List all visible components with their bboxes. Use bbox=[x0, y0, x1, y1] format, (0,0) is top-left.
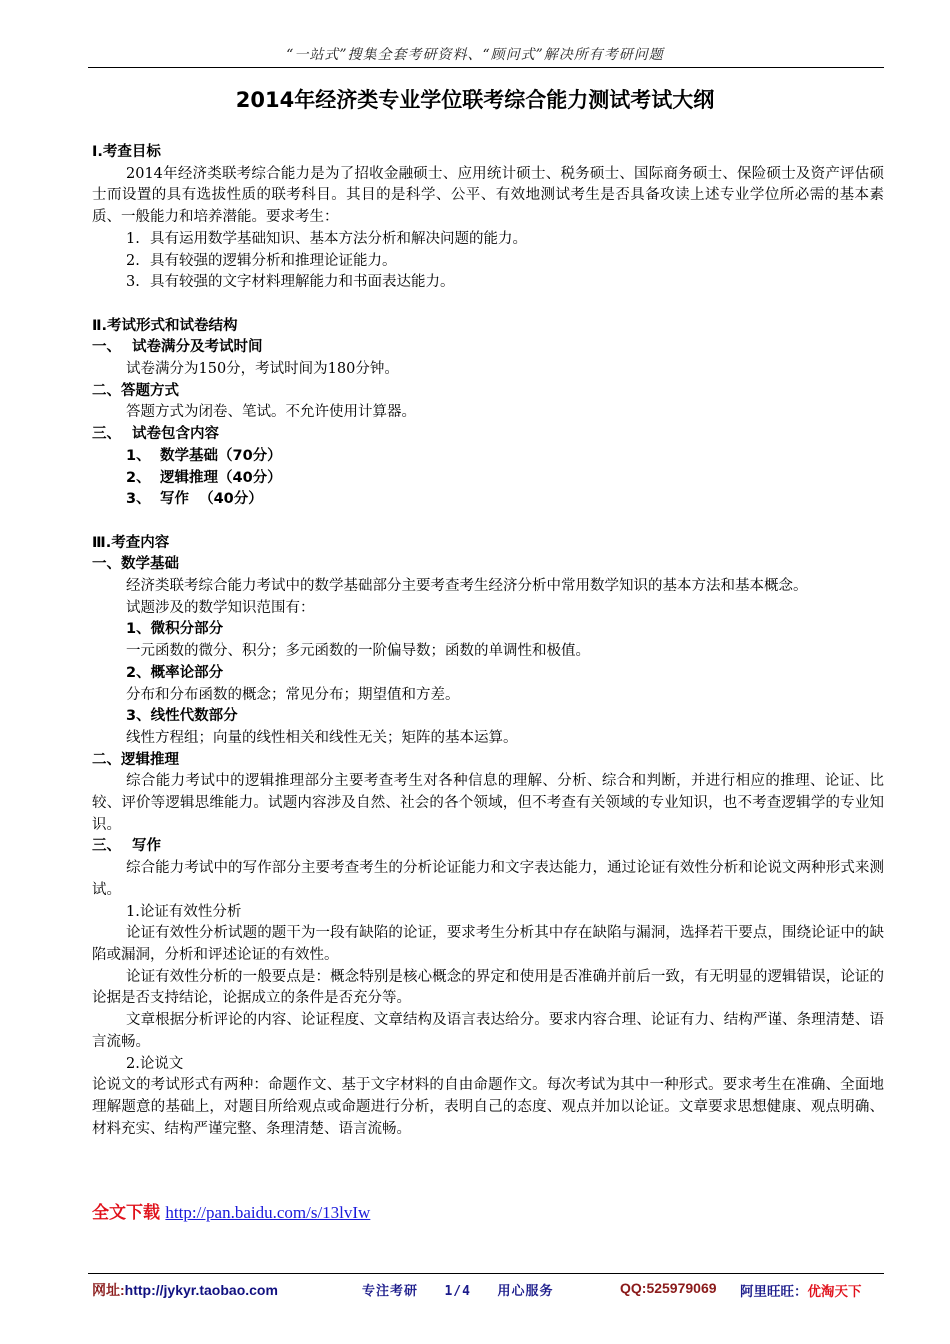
footer-site bbox=[92, 1280, 278, 1300]
essay-heading: 2.论说文 bbox=[126, 1055, 184, 1072]
exam-part-text: 数学基础（70分） bbox=[160, 447, 282, 464]
objective-text: 具有较强的逻辑分析和推理论证能力。 bbox=[150, 252, 397, 269]
writing-heading bbox=[92, 836, 884, 858]
document-title: 2014年经济类专业学位联考综合能力测试考试大纲 bbox=[235, 88, 715, 112]
subsection-title: 试卷满分及考试时间 bbox=[132, 339, 263, 356]
essay-text: 论说文的考试形式有两种：命题作文、基于文字材料的自由命题作文。每次考试为其中一种形式。要求考生在准确、全面地理解题意的基础上，对题目所给观点或命题进行分析，表明自己的态度、观点并加以论证。文章要求思想健康、观点明确、材料充实、结构严谨完整、条理清楚、语言流畅。 bbox=[92, 1077, 884, 1137]
exam-part-text: 写作 （40分） bbox=[160, 491, 263, 508]
section-1-heading: Ⅰ.考查目标 bbox=[92, 144, 161, 160]
footer-qq: QQ:525979069 bbox=[620, 1280, 717, 1296]
objective-number: 1. bbox=[126, 230, 140, 247]
exam-part-number: 2、 bbox=[126, 469, 151, 486]
subsection-title: 试卷包含内容 bbox=[132, 426, 219, 443]
subsection-number: 一、 bbox=[92, 339, 121, 356]
objective-item bbox=[92, 272, 884, 294]
subsection-number: 三、 bbox=[92, 426, 121, 443]
argument-analysis-heading: 1.论证有效性分析 bbox=[126, 903, 242, 920]
math-heading: 一、数学基础 bbox=[92, 556, 179, 573]
section-2-heading: Ⅱ.考试形式和试卷结构 bbox=[92, 317, 238, 334]
download-link[interactable]: http://pan.baidu.com/s/13lvIw bbox=[165, 1203, 371, 1222]
objective-number: 2. bbox=[126, 252, 140, 269]
spacer bbox=[92, 294, 884, 316]
probability-heading: 2、概率论部分 bbox=[126, 664, 224, 681]
exam-part-item bbox=[92, 489, 884, 511]
exam-part-item bbox=[92, 468, 884, 490]
footer-site-label: 网址: bbox=[92, 1282, 125, 1298]
math-intro: 经济类联考综合能力考试中的数学基础部分主要考查考生经济分析中常用数学知识的基本方法和基本概念。 bbox=[126, 578, 808, 595]
header-divider bbox=[88, 67, 884, 68]
argument-analysis-para-3: 文章根据分析评论的内容、论证程度、文章结构及语言表达给分。要求内容合理、论证有力、结构严谨、条理清楚、语言流畅。 bbox=[92, 1012, 884, 1050]
objective-text: 具有运用数学基础知识、基本方法分析和解决问题的能力。 bbox=[150, 230, 527, 247]
spacer bbox=[92, 511, 884, 533]
download-label: 全文下载 bbox=[92, 1203, 160, 1223]
objective-item bbox=[92, 251, 884, 273]
exam-part-item bbox=[92, 446, 884, 468]
header-slogan: “一站式”搜集全套考研资料、“顾问式”解决所有考研问题 bbox=[286, 47, 664, 63]
footer-divider bbox=[88, 1273, 884, 1274]
exam-part-text: 逻辑推理（40分） bbox=[160, 469, 282, 486]
writing-intro: 综合能力考试中的写作部分主要考查考生的分析论证能力和文字表达能力，通过论证有效性分析和论说文两种形式来测试。 bbox=[92, 860, 884, 898]
section-1-intro: 2014年经济类联考综合能力是为了招收金融硕士、应用统计硕士、税务硕士、国际商务硕士、保险硕士及资产评估硕士而设置的具有选拔性质的联考科目。其目的是科学、公平、有效地测试考生是否具备攻读上述专业学位所必需的基本素质、一般能力和培养潜能。要求考生： bbox=[92, 165, 884, 226]
answer-method-text: 答题方式为闭卷、笔试。不允许使用计算器。 bbox=[126, 404, 416, 421]
logic-heading: 二、逻辑推理 bbox=[92, 751, 179, 768]
calculus-text: 一元函数的微分、积分；多元函数的一阶偏导数；函数的单调性和极值。 bbox=[126, 643, 590, 660]
footer-motto: 专注考研 1/4 用心服务 bbox=[362, 1284, 554, 1299]
logic-text: 综合能力考试中的逻辑推理部分主要考查考生对各种信息的理解、分析、综合和判断，并进行相应的推理、论证、比较、评价等逻辑思维能力。试题内容涉及自然、社会的各个领域，但不考查有关领域的专业知识，也不考查逻辑学的专业知识。 bbox=[92, 773, 884, 833]
download-line bbox=[92, 1198, 370, 1223]
section-3-heading: Ⅲ.考查内容 bbox=[92, 534, 170, 551]
calculus-heading: 1、微积分部分 bbox=[126, 621, 224, 638]
exam-score-time-text: 试卷满分为150分，考试时间为180分钟。 bbox=[126, 361, 399, 378]
footer-site-link[interactable]: http://jykyr.taobao.com bbox=[124, 1282, 278, 1298]
linear-algebra-heading: 3、线性代数部分 bbox=[126, 708, 238, 725]
document-body bbox=[92, 142, 884, 1140]
subsection-number: 三、 bbox=[92, 838, 121, 855]
exam-score-time-heading bbox=[92, 337, 884, 359]
objective-text: 具有较强的文字材料理解能力和书面表达能力。 bbox=[150, 274, 455, 291]
exam-contents-heading bbox=[92, 424, 884, 446]
exam-part-number: 1、 bbox=[126, 447, 151, 464]
objective-item bbox=[92, 229, 884, 251]
probability-text: 分布和分布函数的概念；常见分布；期望值和方差。 bbox=[126, 686, 460, 703]
argument-analysis-para-1: 论证有效性分析试题的题干为一段有缺陷的论证，要求考生分析其中存在缺陷与漏洞，选择若干要点，围绕论证中的缺陷或漏洞，分析和评述论证的有效性。 bbox=[92, 925, 884, 963]
argument-analysis-para-2: 论证有效性分析的一般要点是：概念特别是核心概念的界定和使用是否准确并前后一致，有无明显的逻辑错误，论证的论据是否支持结论，论据成立的条件是否充分等。 bbox=[92, 968, 884, 1007]
math-scope: 试题涉及的数学知识范围有： bbox=[126, 599, 315, 616]
footer-wangwang bbox=[740, 1280, 862, 1300]
linear-algebra-text: 线性方程组；向量的线性相关和线性无关；矩阵的基本运算。 bbox=[126, 729, 518, 746]
objective-number: 3. bbox=[126, 274, 140, 291]
exam-part-number: 3、 bbox=[126, 491, 151, 508]
footer-wangwang-label: 阿里旺旺： bbox=[740, 1284, 808, 1300]
footer-shop-name: 优淘天下 bbox=[807, 1284, 862, 1300]
answer-method-heading: 二、答题方式 bbox=[92, 382, 179, 399]
subsection-title: 写作 bbox=[132, 838, 161, 855]
